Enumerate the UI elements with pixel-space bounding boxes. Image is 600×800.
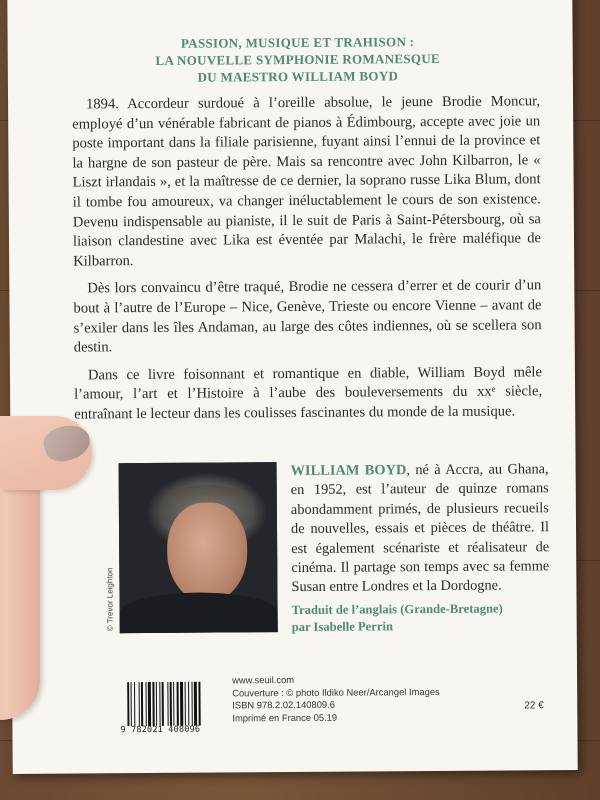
barcode-bar [188,682,189,726]
barcode-bar [127,682,129,726]
barcode-bar [170,682,172,726]
headline-line-2: LA NOUVELLE SYMPHONIE ROMANESQUE [155,50,441,68]
barcode-bar [177,682,179,726]
publisher-info [232,673,492,725]
barcode-bar [141,682,143,726]
barcode-bar [191,682,192,726]
barcode-bar [131,682,132,726]
author-name: WILLIAM BOYD [290,462,407,480]
author-bio-text: , né à Accra, au Ghana, en 1952, est l’auteur de quinze romans abondamment primés, de plusieurs recueils de nouvelles, essais et pièces de théâtre. Il est également scénariste et réalisateur de cinéma. Il partage son temps avec sa femme Susan entre Londres et la Dordogne. [290,461,550,596]
barcode-bar [167,682,168,726]
book-back-cover [7,0,577,774]
barcode-bar [148,682,151,726]
barcode-bar [159,682,160,726]
translation-credit [292,600,542,636]
cover-credit: Couverture : © photo Ildiko Neer/Arcangel Images [232,685,440,698]
barcode-bar [134,682,135,726]
printed-in: Imprimé en France 05.19 [232,711,338,723]
isbn: ISBN 978.2.02.140809.6 [232,698,335,711]
publisher-website: www.seuil.com [232,673,295,686]
headline-line-3: DU MAESTRO WILLIAM BOYD [197,68,399,85]
barcode-bar [173,682,174,726]
synopsis [72,92,542,433]
synopsis-paragraph-1: 1894. Accordeur surdoué à l’oreille absolue, le jeune Brodie Moncur, employé d’un vénérable fabricant de pianos à Édimbourg, accepte avec joie un poste important dans la filiale parisienne, fuyant ainsi l’ennui de la province et la hargne de son pasteur de père. Mais sa rencontre avec John Kilbarron, le « Liszt irlandais », et la maîtresse de ce dernier, la soprano russe Lika Blum, dont il tombe fou amoureux, va changer inéluctablement le cours de son existence. Devenu indispensable au pianiste, il le suit de Paris à Saint-Pétersbourg, où sa liaison clandestine avec Lika est éventée par Malachi, le frère maléfique de Kilbarron. [72,93,542,270]
barcode-bar [139,682,140,726]
translation-line-2: par Isabelle Perrin [291,619,393,635]
author-photo [119,462,278,633]
barcode-bar [152,682,154,726]
headline-line-1: PASSION, MUSIQUE ET TRAHISON : [180,34,415,51]
synopsis-paragraph-3: Dans ce livre foisonnant et romantique en diable, William Boyd mêle l’amour, l’art et l’Histoire à l’aube des bouleversements du xxᵉ siècle, entraînant le lecteur dans les coulisses fascinantes du monde de la musique. [74,363,543,423]
synopsis-paragraph-2: Dès lors convaincu d’être traqué, Brodie ne cessera d’errer et de courir d’un bout à l’autre de l’Europe – Nice, Genève, Trieste ou encore Vienne – avant de s’exiler dans les îles Andaman, au large des côtes indiennes, où se scellera son destin. [73,277,542,356]
barcode-bar [194,682,197,726]
back-cover-headline [68,32,528,86]
translation-line-1: Traduit de l’anglais (Grande-Bretagne) [291,601,503,618]
barcode-digits: 9 782021 408096 [120,724,201,736]
barcode-bar [185,682,186,726]
barcode-bar [145,682,146,726]
barcode-bar [198,682,200,726]
price: 22 € [524,700,544,712]
author-bio [291,460,550,598]
photo-credit: © Trevor Leighton [105,567,115,632]
barcode-bar [180,682,183,726]
barcode-bar [156,682,157,726]
barcode [127,681,223,726]
photo-shirt [119,592,277,633]
barcode-bar [162,682,164,726]
photo-face [167,502,248,603]
